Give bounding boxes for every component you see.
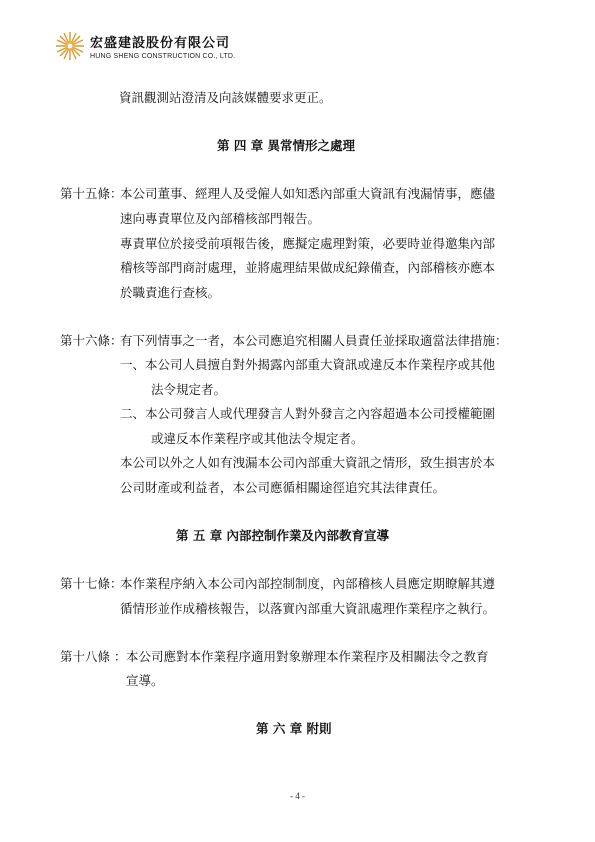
article-18-line: 宣導。 xyxy=(126,673,164,688)
article-16-label: 第十六條： xyxy=(60,333,123,348)
company-logo xyxy=(54,30,86,62)
article-18-label: 第十八條 ： xyxy=(60,649,127,664)
article-15-line: 稽核等部門商討處理，並將處理結果做成紀錄備查，內部稽核亦應本 xyxy=(120,260,496,275)
article-16-item-2-cont: 或違反本作業程序或其他法令規定者。 xyxy=(151,431,364,446)
article-15-line: 本公司董事、經理人及受僱人如知悉內部重大資訊有洩漏情事，應儘 xyxy=(120,186,496,201)
article-16-item-1: 一、本公司人員擅自對外揭露內部重大資訊或違反本作業程序或其他 xyxy=(120,357,496,372)
article-16-line: 有下列情事之一者，本公司應追究相關人員責任並採取適當法律措施： xyxy=(120,333,508,348)
article-16-item-1-cont: 法令規定者。 xyxy=(151,382,227,397)
article-15-line: 於職責進行查核。 xyxy=(120,285,221,300)
article-15-line: 速向專責單位及內部稽核部門報告。 xyxy=(120,211,321,226)
chapter-6-title: 第 六 章 附則 xyxy=(256,721,332,736)
article-18-line: 本公司應對本作業程序適用對象辦理本作業程序及相關法令之教育 xyxy=(126,649,489,664)
continuation-text: 資訊觀測站澄清及向該媒體要求更正。 xyxy=(119,90,332,105)
article-16-line: 公司財產或利益者，本公司應循相關途徑追究其法律責任。 xyxy=(120,480,446,495)
article-17-line: 本作業程序納入本公司內部控制制度，內部稽核人員應定期瞭解其遵 xyxy=(120,576,496,591)
chapter-4-title: 第 四 章 異常情形之處理 xyxy=(217,138,356,153)
company-name-english: HUNG SHENG CONSTRUCTION CO., LTD. xyxy=(90,53,236,60)
article-17-label: 第十七條： xyxy=(60,576,123,591)
article-15-line: 專責單位於接受前項報告後，應擬定處理對策，必要時並得邀集內部 xyxy=(120,236,496,251)
company-name-chinese: 宏盛建設股份有限公司 xyxy=(90,36,231,51)
article-16-item-2: 二、本公司發言人或代理發言人對外發言之內容超過本公司授權範圍 xyxy=(120,406,496,421)
article-15-label: 第十五條： xyxy=(60,186,123,201)
article-17-line: 循情形並作成稽核報告，以落實內部重大資訊處理作業程序之執行。 xyxy=(120,601,496,616)
article-16-line: 本公司以外之人如有洩漏本公司內部重大資訊之情形，致生損害於本 xyxy=(120,455,496,470)
chapter-5-title: 第 五 章 內部控制作業及內部教育宣導 xyxy=(176,528,390,543)
page-number: - 4 - xyxy=(290,791,305,801)
